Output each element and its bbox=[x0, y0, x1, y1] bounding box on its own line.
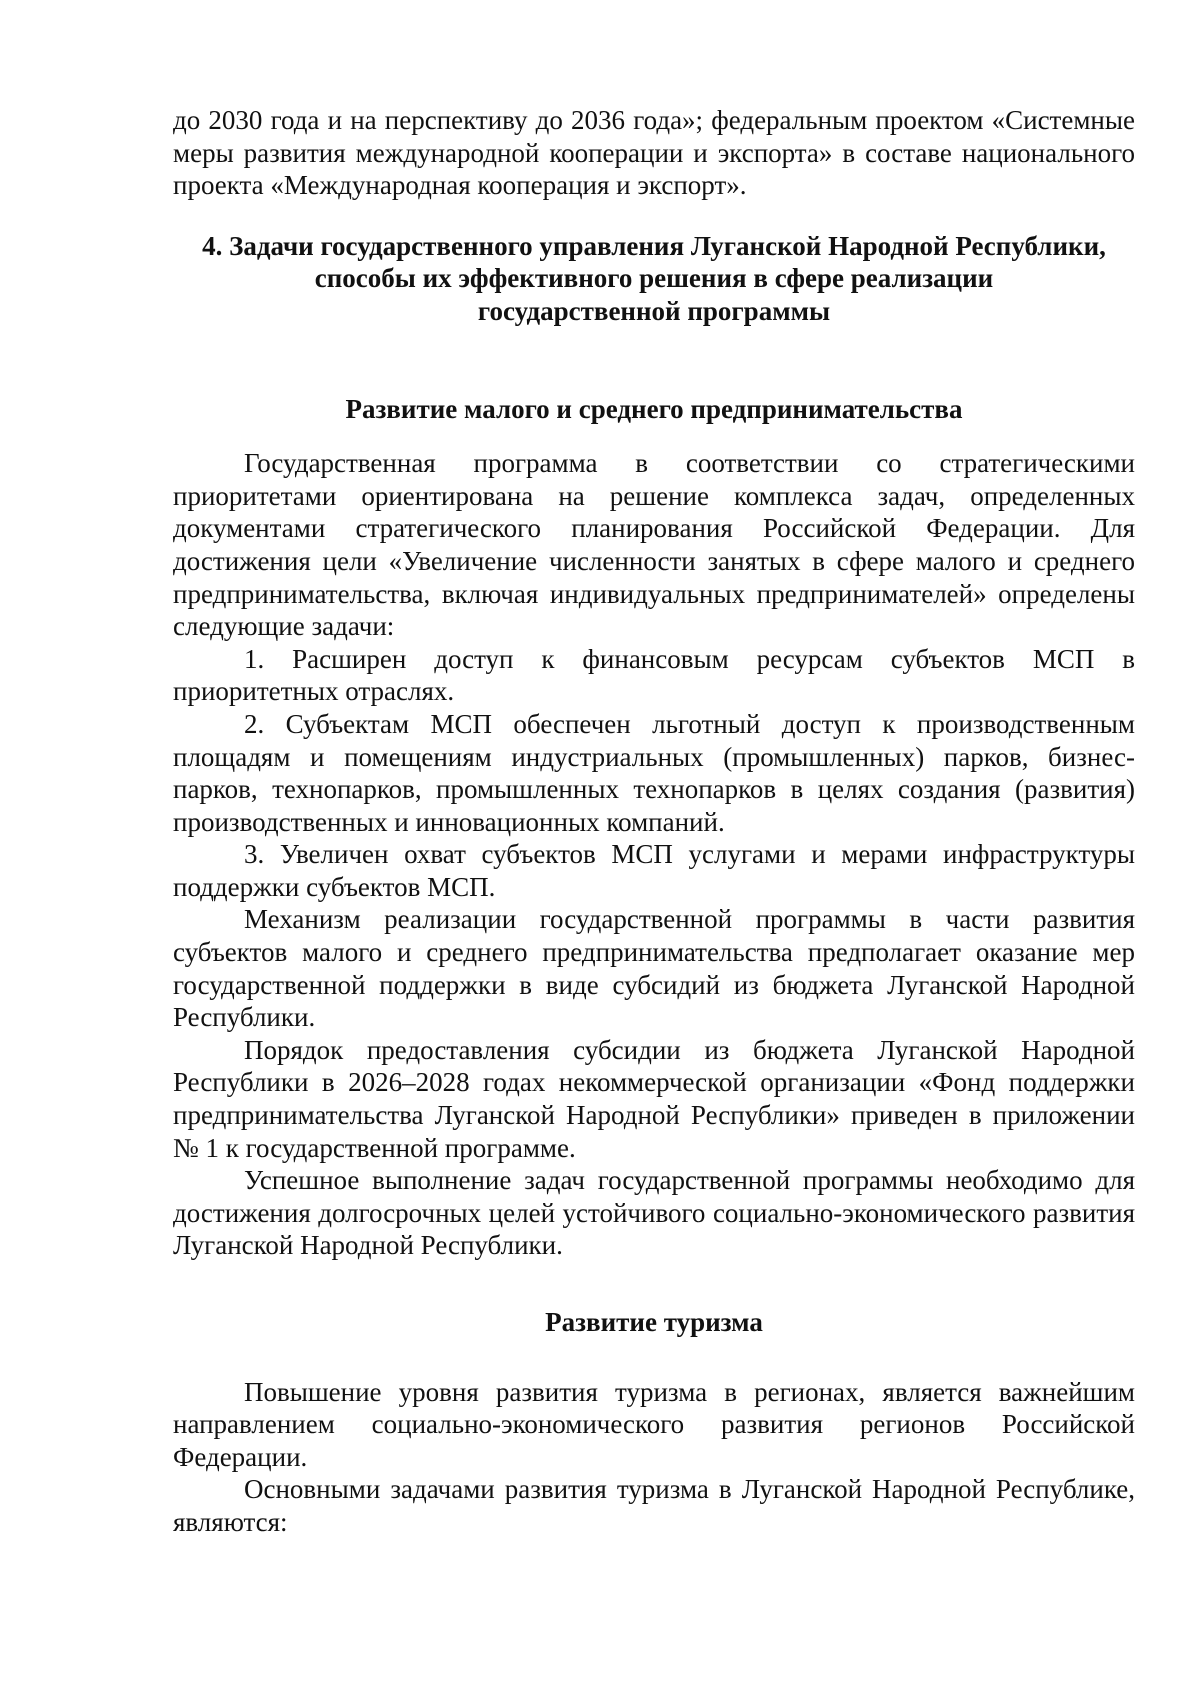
sme-subsidy-procedure-paragraph: Порядок предоставления субсидии из бюджета Луганской Народной Республики в 2026–2028 годах некоммерческой организации «Фонд поддержки предпринимательства Луганской Народной Республики» приведен в приложении № 1 к государственной программе. bbox=[173, 1034, 1135, 1163]
section-heading bbox=[173, 230, 1135, 328]
tourism-subheading: Развитие туризма bbox=[545, 1307, 763, 1337]
sme-task-3: 3. Увеличен охват субъектов МСП услугами и мерами инфраструктуры поддержки субъектов МСП. bbox=[173, 839, 1135, 902]
sme-task-2: 2. Субъектам МСП обеспечен льготный доступ к производственным площадям и помещениям индустриальных (промышленных) парков, бизнес-парков, технопарков, промышленных технопарков в целях создания (развития) производственных и инновационных компаний. bbox=[173, 708, 1135, 837]
sme-task-1: 1. Расширен доступ к финансовым ресурсам субъектов МСП в приоритетных отраслях. bbox=[173, 643, 1135, 707]
document-page bbox=[173, 104, 1135, 1539]
sme-mechanism-paragraph: Механизм реализации государственной программы в части развития субъектов малого и среднего предпринимательства предполагает оказание мер государственной поддержки в виде субсидий из бюджета Луганской Народной Республики. bbox=[173, 904, 1135, 1033]
section-heading-line-2: способы их эффективного решения в сфере реализации bbox=[314, 263, 994, 294]
section-heading-line-3: государственной программы bbox=[477, 295, 831, 326]
tourism-intro-paragraph: Повышение уровня развития туризма в регионах, является важнейшим направлением социально-экономического развития регионов Российской Федерации. bbox=[173, 1376, 1135, 1472]
sme-subheading: Развитие малого и среднего предпринимательства bbox=[345, 393, 963, 424]
section-heading-line-1: 4. Задачи государственного управления Луганской Народной Республики, bbox=[202, 230, 1106, 261]
sme-intro-paragraph: Государственная программа в соответствии со стратегическими приоритетами ориентирована на решение комплекса задач, определенных документами стратегического планирования Российской Федерации. Для достижения цели «Увеличение численности занятых в сфере малого и среднего предпринимательства, включая индивидуальных предпринимателей» определены следующие задачи: bbox=[173, 448, 1135, 642]
tourism-tasks-paragraph: Основными задачами развития туризма в Луганской Народной Республике, являются: bbox=[173, 1474, 1135, 1537]
sme-conclusion-paragraph: Успешное выполнение задач государственной программы необходимо для достижения долгосрочных целей устойчивого социально-экономического развития Луганской Народной Республики. bbox=[173, 1165, 1135, 1261]
continuation-paragraph: до 2030 года и на перспективу до 2036 года»; федеральным проектом «Системные меры развития международной кооперации и экспорта» в составе национального проекта «Международная кооперация и экспорт». bbox=[173, 105, 1135, 201]
